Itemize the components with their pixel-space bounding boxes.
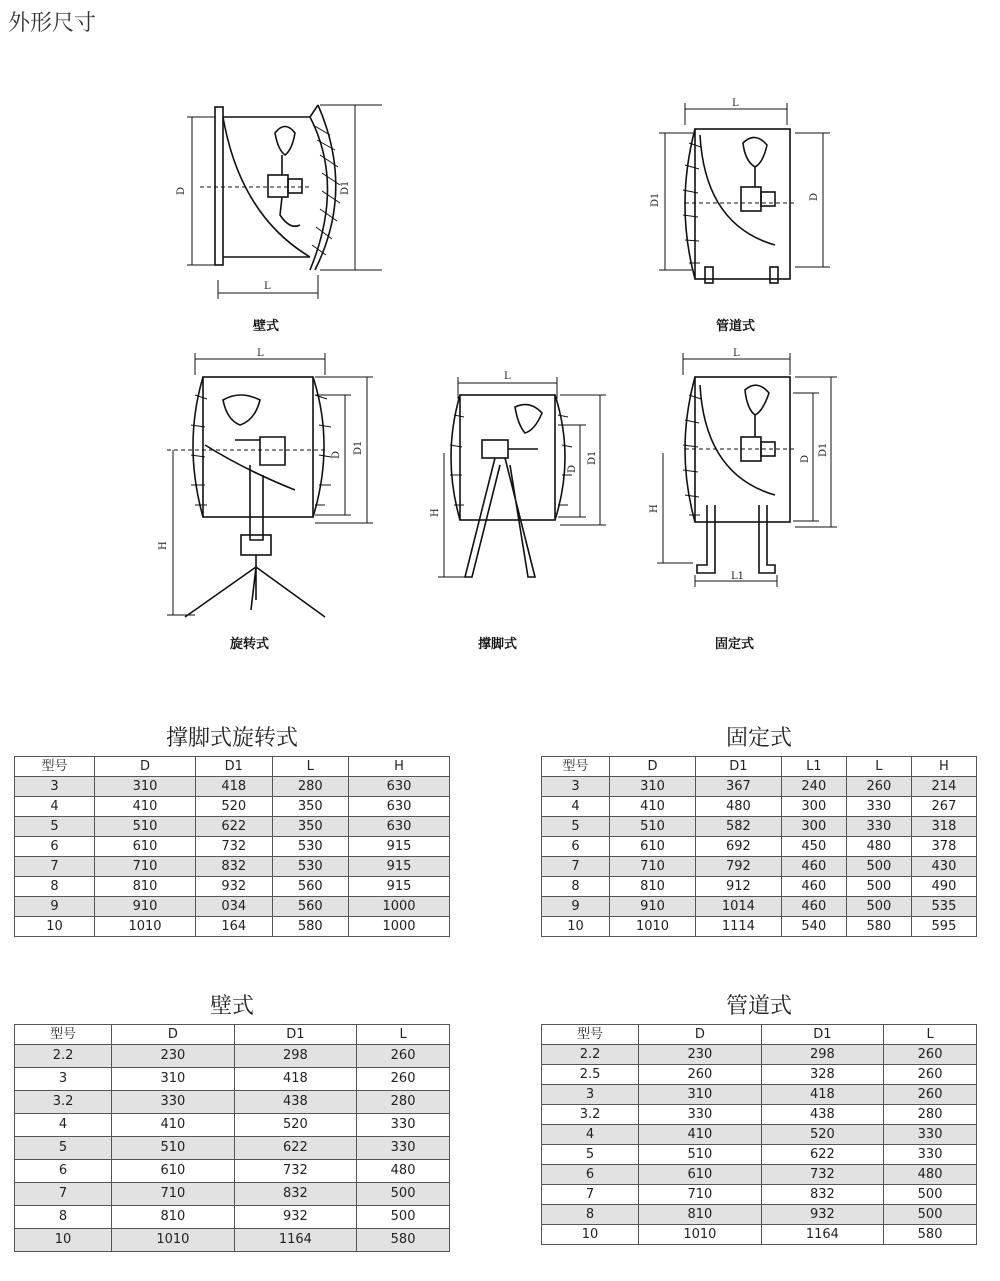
table-cell: 4 xyxy=(15,797,95,817)
table-cell: 3 xyxy=(15,1068,112,1091)
table-cell: 7 xyxy=(15,1183,112,1206)
table-cell: 1010 xyxy=(639,1225,762,1245)
table-cell: 622 xyxy=(196,817,273,837)
table-cell: 810 xyxy=(610,877,696,897)
table-block-duct xyxy=(541,990,977,1245)
table-cell: 230 xyxy=(639,1045,762,1065)
table-cell: 460 xyxy=(781,877,846,897)
table-cell: 912 xyxy=(695,877,781,897)
table-cell: 5 xyxy=(542,1145,639,1165)
table-row xyxy=(15,1183,450,1206)
table-cell: 832 xyxy=(196,857,273,877)
table-cell: 810 xyxy=(112,1206,235,1229)
table-cell: 280 xyxy=(357,1091,450,1114)
table-cell: 310 xyxy=(639,1085,762,1105)
table-cell: 330 xyxy=(357,1137,450,1160)
table-cell: 832 xyxy=(234,1183,357,1206)
fixed-label-D: D xyxy=(800,454,811,463)
table-cell: 500 xyxy=(357,1206,450,1229)
table-cell: 8 xyxy=(542,877,610,897)
column-header: D xyxy=(639,1025,762,1045)
table-cell: 480 xyxy=(884,1165,977,1185)
table-cell: 1010 xyxy=(112,1229,235,1252)
table-cell: 915 xyxy=(349,877,450,897)
table-cell: 932 xyxy=(761,1205,884,1225)
table-row xyxy=(542,1205,977,1225)
table-cell: 318 xyxy=(911,817,976,837)
table-row xyxy=(542,1145,977,1165)
table-cell: 500 xyxy=(846,897,911,917)
table-row xyxy=(15,1206,450,1229)
table-cell: 410 xyxy=(610,797,696,817)
wall-label-D: D xyxy=(176,186,187,195)
tripod-fan-drawing xyxy=(430,365,620,595)
table-cell: 610 xyxy=(95,837,196,857)
column-header: D xyxy=(610,757,696,777)
table-cell: 5 xyxy=(15,1137,112,1160)
table-cell: 2.2 xyxy=(542,1045,639,1065)
table-row xyxy=(15,1068,450,1091)
rotary-label-D: D xyxy=(331,450,342,459)
table-cell: 1164 xyxy=(761,1225,884,1245)
table-fixed xyxy=(541,756,977,937)
table-cell: 280 xyxy=(884,1105,977,1125)
table-cell: 330 xyxy=(846,797,911,817)
table-cell: 438 xyxy=(761,1105,884,1125)
table-cell: 500 xyxy=(846,877,911,897)
table-block-wall xyxy=(14,990,450,1252)
table-cell: 732 xyxy=(761,1165,884,1185)
table-row xyxy=(542,777,977,797)
table-cell: 260 xyxy=(357,1068,450,1091)
table-row xyxy=(542,837,977,857)
table-cell: 9 xyxy=(542,897,610,917)
table-cell: 10 xyxy=(542,1225,639,1245)
fixed-label-H: H xyxy=(649,504,660,513)
table-cell: 10 xyxy=(15,1229,112,1252)
table-cell: 710 xyxy=(112,1183,235,1206)
table-cell: 267 xyxy=(911,797,976,817)
table-row xyxy=(15,1045,450,1068)
table-cell: 410 xyxy=(112,1114,235,1137)
table-cell: 490 xyxy=(911,877,976,897)
table-cell: 910 xyxy=(95,897,196,917)
table-cell: 330 xyxy=(884,1145,977,1165)
fixed-fan-drawing xyxy=(645,345,865,590)
table-cell: 410 xyxy=(639,1125,762,1145)
table-cell: 418 xyxy=(761,1085,884,1105)
table-cell: 915 xyxy=(349,837,450,857)
table-duct xyxy=(541,1024,977,1245)
table-cell: 915 xyxy=(349,857,450,877)
table-cell: 530 xyxy=(272,857,349,877)
wall-caption: 壁式 xyxy=(253,319,280,334)
table-cell: 510 xyxy=(112,1137,235,1160)
table-cell: 4 xyxy=(542,1125,639,1145)
table-row xyxy=(542,1165,977,1185)
table-row xyxy=(542,897,977,917)
table-row xyxy=(542,1085,977,1105)
column-header: L xyxy=(884,1025,977,1045)
table-cell: 367 xyxy=(695,777,781,797)
table-row xyxy=(15,1091,450,1114)
table-cell: 260 xyxy=(884,1065,977,1085)
table-cell: 480 xyxy=(846,837,911,857)
table-cell: 350 xyxy=(272,817,349,837)
table-row xyxy=(15,797,450,817)
table-row xyxy=(15,1229,450,1252)
table-cell: 595 xyxy=(911,917,976,937)
tripod-label-D1: D1 xyxy=(587,450,598,465)
table-cell: 3 xyxy=(15,777,95,797)
table-cell: 7 xyxy=(542,857,610,877)
table-cell: 6 xyxy=(15,837,95,857)
table-row xyxy=(15,1137,450,1160)
table-cell: 732 xyxy=(234,1160,357,1183)
table-cell: 330 xyxy=(884,1125,977,1145)
table-cell: 510 xyxy=(610,817,696,837)
duct-label-D1: D1 xyxy=(650,192,661,207)
duct-caption: 管道式 xyxy=(716,319,756,334)
table-cell: 520 xyxy=(234,1114,357,1137)
table-cell: 438 xyxy=(234,1091,357,1114)
table-wall xyxy=(14,1024,450,1252)
table-cell: 710 xyxy=(639,1185,762,1205)
table-header-row xyxy=(542,757,977,777)
column-header: L xyxy=(357,1025,450,1045)
tripod-label-L: L xyxy=(504,371,511,382)
column-header: D1 xyxy=(695,757,781,777)
figure-fixed-type xyxy=(645,345,865,652)
table-cell: 810 xyxy=(95,877,196,897)
table-cell: 582 xyxy=(695,817,781,837)
table-cell: 520 xyxy=(196,797,273,817)
table-tripod-rotary xyxy=(14,756,450,937)
table-cell: 630 xyxy=(349,777,450,797)
rotary-label-L: L xyxy=(257,348,264,359)
table-cell: 480 xyxy=(357,1160,450,1183)
fixed-label-L: L xyxy=(733,348,740,359)
wall-fan-drawing xyxy=(170,95,400,310)
table-cell: 610 xyxy=(112,1160,235,1183)
table-header-row xyxy=(15,1025,450,1045)
table-cell: 260 xyxy=(884,1085,977,1105)
table-cell: 500 xyxy=(357,1183,450,1206)
table-row xyxy=(542,797,977,817)
table-cell: 7 xyxy=(15,857,95,877)
table-cell: 535 xyxy=(911,897,976,917)
table-cell: 214 xyxy=(911,777,976,797)
table-title-duct: 管道式 xyxy=(725,994,792,1019)
table-row xyxy=(542,917,977,937)
table-row xyxy=(542,1185,977,1205)
table-row xyxy=(542,877,977,897)
table-cell: 3.2 xyxy=(542,1105,639,1125)
rotary-fan-drawing xyxy=(155,345,385,645)
column-header: 型号 xyxy=(15,757,95,777)
fixed-label-L1: L1 xyxy=(731,571,745,582)
column-header: D xyxy=(112,1025,235,1045)
table-cell: 034 xyxy=(196,897,273,917)
table-cell: 580 xyxy=(272,917,349,937)
table-cell: 480 xyxy=(695,797,781,817)
table-cell: 580 xyxy=(884,1225,977,1245)
table-cell: 2.5 xyxy=(542,1065,639,1085)
table-row xyxy=(542,817,977,837)
column-header: L xyxy=(272,757,349,777)
table-cell: 280 xyxy=(272,777,349,797)
table-title-fixed: 固定式 xyxy=(725,726,792,751)
table-cell: 230 xyxy=(112,1045,235,1068)
wall-label-L: L xyxy=(264,281,271,292)
table-cell: 510 xyxy=(95,817,196,837)
column-header: L1 xyxy=(781,757,846,777)
column-header: H xyxy=(911,757,976,777)
table-cell: 832 xyxy=(761,1185,884,1205)
column-header: D1 xyxy=(196,757,273,777)
table-cell: 260 xyxy=(884,1045,977,1065)
table-cell: 6 xyxy=(542,837,610,857)
duct-label-L: L xyxy=(732,98,739,109)
table-cell: 7 xyxy=(542,1185,639,1205)
table-cell: 692 xyxy=(695,837,781,857)
table-cell: 2.2 xyxy=(15,1045,112,1068)
table-cell: 8 xyxy=(15,877,95,897)
table-cell: 4 xyxy=(15,1114,112,1137)
table-title-wall: 壁式 xyxy=(209,994,254,1019)
table-row xyxy=(542,1225,977,1245)
table-row xyxy=(15,917,450,937)
tripod-label-H: H xyxy=(430,508,441,517)
rotary-label-D1: D1 xyxy=(353,440,364,455)
table-cell: 240 xyxy=(781,777,846,797)
table-cell: 710 xyxy=(95,857,196,877)
table-cell: 330 xyxy=(357,1114,450,1137)
table-row xyxy=(15,857,450,877)
table-cell: 732 xyxy=(196,837,273,857)
table-title-tripod-rotary: 撑脚式旋转式 xyxy=(165,726,298,751)
table-cell: 310 xyxy=(112,1068,235,1091)
fixed-label-D1: D1 xyxy=(818,442,829,457)
table-cell: 5 xyxy=(15,817,95,837)
table-row xyxy=(15,1114,450,1137)
table-row xyxy=(542,1045,977,1065)
table-cell: 310 xyxy=(610,777,696,797)
column-header: D1 xyxy=(234,1025,357,1045)
table-cell: 1114 xyxy=(695,917,781,937)
page-title: 外形尺寸 xyxy=(8,11,97,36)
table-row xyxy=(542,1065,977,1085)
table-cell: 932 xyxy=(196,877,273,897)
rotary-label-H: H xyxy=(158,541,169,550)
duct-fan-drawing xyxy=(645,95,845,310)
table-cell: 328 xyxy=(761,1065,884,1085)
table-cell: 1010 xyxy=(95,917,196,937)
table-row xyxy=(15,777,450,797)
figure-rotary-type xyxy=(155,345,385,652)
table-cell: 6 xyxy=(542,1165,639,1185)
table-cell: 10 xyxy=(542,917,610,937)
table-cell: 630 xyxy=(349,817,450,837)
table-cell: 1164 xyxy=(234,1229,357,1252)
table-cell: 560 xyxy=(272,897,349,917)
fixed-caption: 固定式 xyxy=(715,637,755,652)
column-header: 型号 xyxy=(15,1025,112,1045)
table-cell: 310 xyxy=(95,777,196,797)
table-cell: 710 xyxy=(610,857,696,877)
table-block-tripod-rotary xyxy=(14,722,450,937)
table-cell: 378 xyxy=(911,837,976,857)
tripod-caption: 撑脚式 xyxy=(478,637,518,652)
table-cell: 3.2 xyxy=(15,1091,112,1114)
table-cell: 610 xyxy=(639,1165,762,1185)
table-cell: 300 xyxy=(781,797,846,817)
table-cell: 430 xyxy=(911,857,976,877)
table-cell: 810 xyxy=(639,1205,762,1225)
table-row xyxy=(15,897,450,917)
table-cell: 330 xyxy=(846,817,911,837)
table-cell: 510 xyxy=(639,1145,762,1165)
table-cell: 260 xyxy=(846,777,911,797)
figure-wall-type xyxy=(170,95,400,334)
table-cell: 792 xyxy=(695,857,781,877)
table-row xyxy=(15,877,450,897)
table-cell: 500 xyxy=(884,1185,977,1205)
table-cell: 10 xyxy=(15,917,95,937)
table-row xyxy=(15,1160,450,1183)
table-cell: 350 xyxy=(272,797,349,817)
table-row xyxy=(15,817,450,837)
table-cell: 460 xyxy=(781,857,846,877)
table-cell: 580 xyxy=(357,1229,450,1252)
table-block-fixed xyxy=(541,722,977,937)
table-cell: 298 xyxy=(234,1045,357,1068)
table-cell: 580 xyxy=(846,917,911,937)
table-cell: 622 xyxy=(761,1145,884,1165)
table-cell: 330 xyxy=(639,1105,762,1125)
table-cell: 5 xyxy=(542,817,610,837)
table-cell: 1000 xyxy=(349,897,450,917)
column-header: D xyxy=(95,757,196,777)
table-cell: 418 xyxy=(234,1068,357,1091)
table-row xyxy=(542,1105,977,1125)
table-cell: 300 xyxy=(781,817,846,837)
table-cell: 932 xyxy=(234,1206,357,1229)
rotary-caption: 旋转式 xyxy=(230,637,270,652)
table-cell: 630 xyxy=(349,797,450,817)
table-cell: 910 xyxy=(610,897,696,917)
column-header: 型号 xyxy=(542,757,610,777)
table-cell: 540 xyxy=(781,917,846,937)
figure-duct-type xyxy=(645,95,845,334)
table-cell: 450 xyxy=(781,837,846,857)
table-cell: 410 xyxy=(95,797,196,817)
table-cell: 8 xyxy=(542,1205,639,1225)
column-header: 型号 xyxy=(542,1025,639,1045)
table-cell: 622 xyxy=(234,1137,357,1160)
figure-tripod-type xyxy=(430,365,620,652)
table-cell: 500 xyxy=(846,857,911,877)
table-row xyxy=(542,1125,977,1145)
table-cell: 460 xyxy=(781,897,846,917)
table-cell: 164 xyxy=(196,917,273,937)
duct-label-D: D xyxy=(809,192,820,201)
table-cell: 3 xyxy=(542,1085,639,1105)
table-cell: 260 xyxy=(357,1045,450,1068)
table-cell: 500 xyxy=(884,1205,977,1225)
column-header: D1 xyxy=(761,1025,884,1045)
table-cell: 418 xyxy=(196,777,273,797)
table-cell: 330 xyxy=(112,1091,235,1114)
table-cell: 560 xyxy=(272,877,349,897)
table-cell: 260 xyxy=(639,1065,762,1085)
column-header: H xyxy=(349,757,450,777)
table-row xyxy=(542,857,977,877)
table-cell: 8 xyxy=(15,1206,112,1229)
column-header: L xyxy=(846,757,911,777)
table-cell: 3 xyxy=(542,777,610,797)
table-cell: 298 xyxy=(761,1045,884,1065)
tripod-label-D: D xyxy=(567,464,578,473)
table-cell: 9 xyxy=(15,897,95,917)
table-cell: 6 xyxy=(15,1160,112,1183)
table-cell: 520 xyxy=(761,1125,884,1145)
table-cell: 1000 xyxy=(349,917,450,937)
table-cell: 4 xyxy=(542,797,610,817)
table-cell: 610 xyxy=(610,837,696,857)
table-cell: 1010 xyxy=(610,917,696,937)
table-header-row xyxy=(542,1025,977,1045)
table-row xyxy=(15,837,450,857)
table-header-row xyxy=(15,757,450,777)
wall-label-D1: D1 xyxy=(340,180,351,195)
table-cell: 1014 xyxy=(695,897,781,917)
table-cell: 530 xyxy=(272,837,349,857)
